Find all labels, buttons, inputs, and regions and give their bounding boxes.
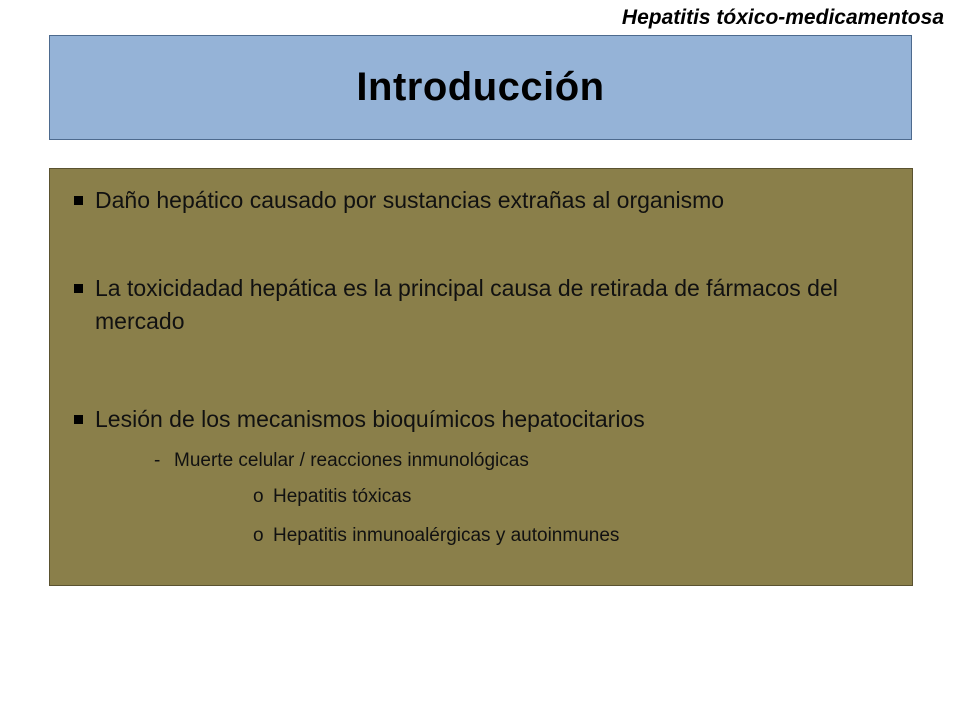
- bullet-text: Lesión de los mecanismos bioquímicos hepatocitarios: [95, 406, 645, 432]
- sub-sub-item-text: Hepatitis inmunoalérgicas y autoinmunes: [273, 525, 620, 546]
- bullet-item: [61, 403, 901, 436]
- square-bullet-icon: [74, 196, 83, 205]
- sub-sub-item-text: Hepatitis tóxicas: [273, 486, 412, 507]
- sub-sub-item: [253, 523, 619, 549]
- topic-label: Hepatitis tóxico-medicamentosa: [621, 6, 944, 29]
- bullet-item: [61, 272, 901, 338]
- content-panel: [49, 168, 913, 586]
- bullet-text: La toxicidadad hepática es la principal causa de retirada de fármacos del mercado: [95, 275, 838, 334]
- circle-marker: o: [253, 525, 264, 546]
- square-bullet-icon: [74, 284, 83, 293]
- bullet-text: Daño hepático causado por sustancias extrañas al organismo: [95, 187, 725, 213]
- title-banner: [49, 35, 912, 140]
- square-bullet-icon: [74, 415, 83, 424]
- dash-marker: -: [154, 450, 161, 471]
- sub-item: [154, 448, 529, 474]
- sub-item-text: Muerte celular / reacciones inmunológicas: [174, 450, 529, 471]
- bullet-item: [61, 184, 901, 217]
- circle-marker: o: [253, 486, 264, 507]
- sub-sub-item: [253, 484, 411, 510]
- slide-title: Introducción: [356, 65, 605, 109]
